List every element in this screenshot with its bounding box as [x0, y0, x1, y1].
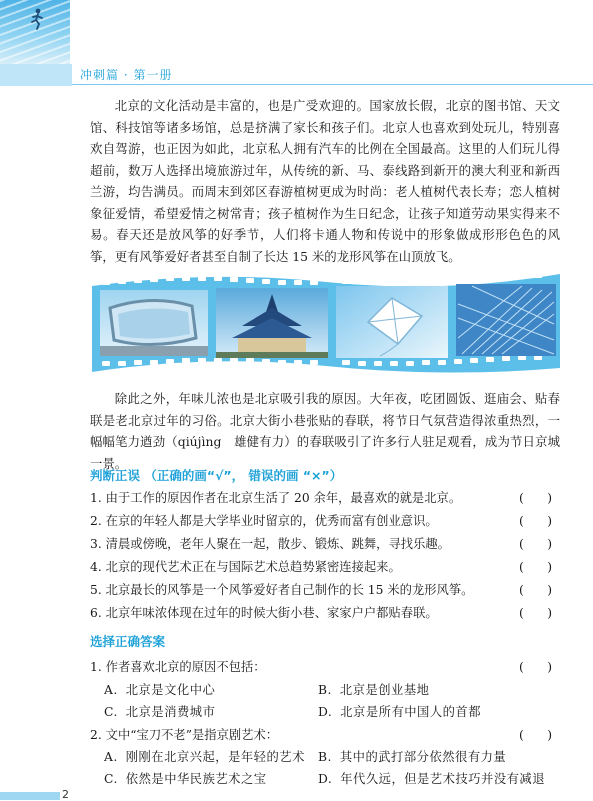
option-label: B. — [318, 683, 332, 697]
option-b[interactable] — [318, 746, 506, 768]
true-false-item — [90, 533, 560, 555]
question-text: 5. 北京最长的风筝是一个风筝爱好者自己制作的长 15 米的龙形风筝。 — [90, 583, 474, 597]
multiple-choice-question — [90, 724, 560, 746]
true-false-item — [90, 602, 560, 624]
true-false-item — [90, 487, 560, 509]
question-text: 3. 清晨或傍晚，老年人聚在一起，散步、锻炼、跳舞，寻找乐趣。 — [90, 537, 450, 551]
option-label: C. — [104, 772, 118, 786]
frame-temple — [216, 288, 328, 358]
passage-paragraph-1: 北京的文化活动是丰富的，也是广受欢迎的。国家放长假，北京的图书馆、天文馆、科技馆等诸多场馆，总是挤满了家长和孩子们。北京人也喜欢到处玩儿，特别喜欢自驾游，也正因为如此，北京私人拥有汽车的比例在全国最高。这里的人们玩儿得超前，数万人选择出境旅游过年，从传统的新、马、泰线路到新开的澳大利亚和新西兰游，均告满员。而周末到郊区春游植树更成为时尚：老人植树代表长寿；恋人植树象征爱情，希望爱情之树常青；孩子植树作为生日纪念，让孩子知道劳动果实得来不易。春天还是放风筝的好季节，人们将卡通人物和传说中的形象做成形形色色的风筝，更有风筝爱好者甚至自制了长达 15 米的龙形风筝在山顶放飞。 — [90, 98, 560, 264]
answer-blank[interactable]: ( ) — [518, 514, 552, 528]
true-false-item — [90, 579, 560, 601]
option-a[interactable] — [104, 679, 215, 701]
footer-accent-bar — [0, 792, 60, 800]
header-accent-bar — [0, 64, 72, 86]
option-text: 北京是所有中国人的首都 — [340, 705, 482, 719]
true-false-item — [90, 510, 560, 532]
runner-icon — [30, 8, 44, 30]
option-label: C. — [104, 705, 118, 719]
answer-blank[interactable]: ( ) — [518, 728, 552, 742]
page-header-title: 冲刺篇 · 第一册 — [80, 68, 173, 82]
corner-illustration — [0, 0, 70, 64]
option-b[interactable] — [318, 679, 429, 701]
option-text: 北京是文化中心 — [125, 683, 216, 697]
question-text: 2. 在京的年轻人都是大学毕业时留京的，优秀而富有创业意识。 — [90, 514, 438, 528]
true-false-section-title: 判断正误 （正确的画“√”， 错误的画 “×”） — [90, 468, 343, 483]
answer-blank[interactable]: ( ) — [518, 660, 552, 674]
question-text: 2. 文中“宝刀不老”是指京剧艺术： — [90, 728, 279, 742]
multiple-choice-section-title: 选择正确答案 — [90, 634, 166, 649]
frame-building — [456, 284, 556, 356]
film-strip-illustration — [92, 268, 560, 378]
option-text: 北京是创业基地 — [339, 683, 430, 697]
question-text: 6. 北京年味浓体现在过年的时候大街小巷、家家户户都贴春联。 — [90, 606, 438, 620]
passage-paragraph-2: 除此之外，年味儿浓也是北京吸引我的原因。大年夜，吃团圆饭、逛庙会、贴春联是老北京过年的习俗。北京大街小巷张贴的春联，将节日气氛营造得浓重热烈，一幅幅笔力遒劲（qiújìng 雄健有力）的春联吸引了许多行人驻足观看，成为节日京城一景。 — [90, 391, 560, 471]
option-d[interactable] — [318, 701, 481, 723]
frame-kite — [336, 286, 448, 358]
option-text: 北京是消费城市 — [125, 705, 216, 719]
option-d[interactable] — [318, 768, 545, 790]
question-text: 4. 北京的现代艺术正在与国际艺术总趋势紧密连接起来。 — [90, 560, 401, 574]
option-a[interactable] — [104, 746, 305, 768]
option-label: A. — [104, 750, 118, 764]
option-label: A. — [104, 683, 118, 697]
page-number: 2 — [62, 788, 69, 801]
true-false-item — [90, 556, 560, 578]
answer-blank[interactable]: ( ) — [518, 583, 552, 597]
frame-car-mirror — [100, 290, 208, 356]
option-c[interactable] — [104, 768, 267, 790]
answer-blank[interactable]: ( ) — [518, 560, 552, 574]
option-label: B. — [318, 750, 332, 764]
question-text: 1. 作者喜欢北京的原因不包括： — [90, 660, 266, 674]
option-text: 依然是中华民族艺术之宝 — [125, 772, 267, 786]
option-label: D. — [318, 772, 333, 786]
answer-blank[interactable]: ( ) — [518, 606, 552, 620]
question-text: 1. 由于工作的原因作者在北京生活了 20 余年，最喜欢的就是北京。 — [90, 491, 462, 505]
option-c[interactable] — [104, 701, 215, 723]
answer-blank[interactable]: ( ) — [518, 537, 552, 551]
answer-blank[interactable]: ( ) — [518, 491, 552, 505]
option-text: 刚刚在北京兴起，是年轻的艺术 — [125, 750, 305, 764]
multiple-choice-question — [90, 656, 560, 678]
option-text: 年代久远，但是艺术技巧并没有减退 — [340, 772, 546, 786]
option-label: D. — [318, 705, 333, 719]
option-text: 其中的武打部分依然很有力量 — [339, 750, 507, 764]
header-rule — [72, 84, 593, 85]
